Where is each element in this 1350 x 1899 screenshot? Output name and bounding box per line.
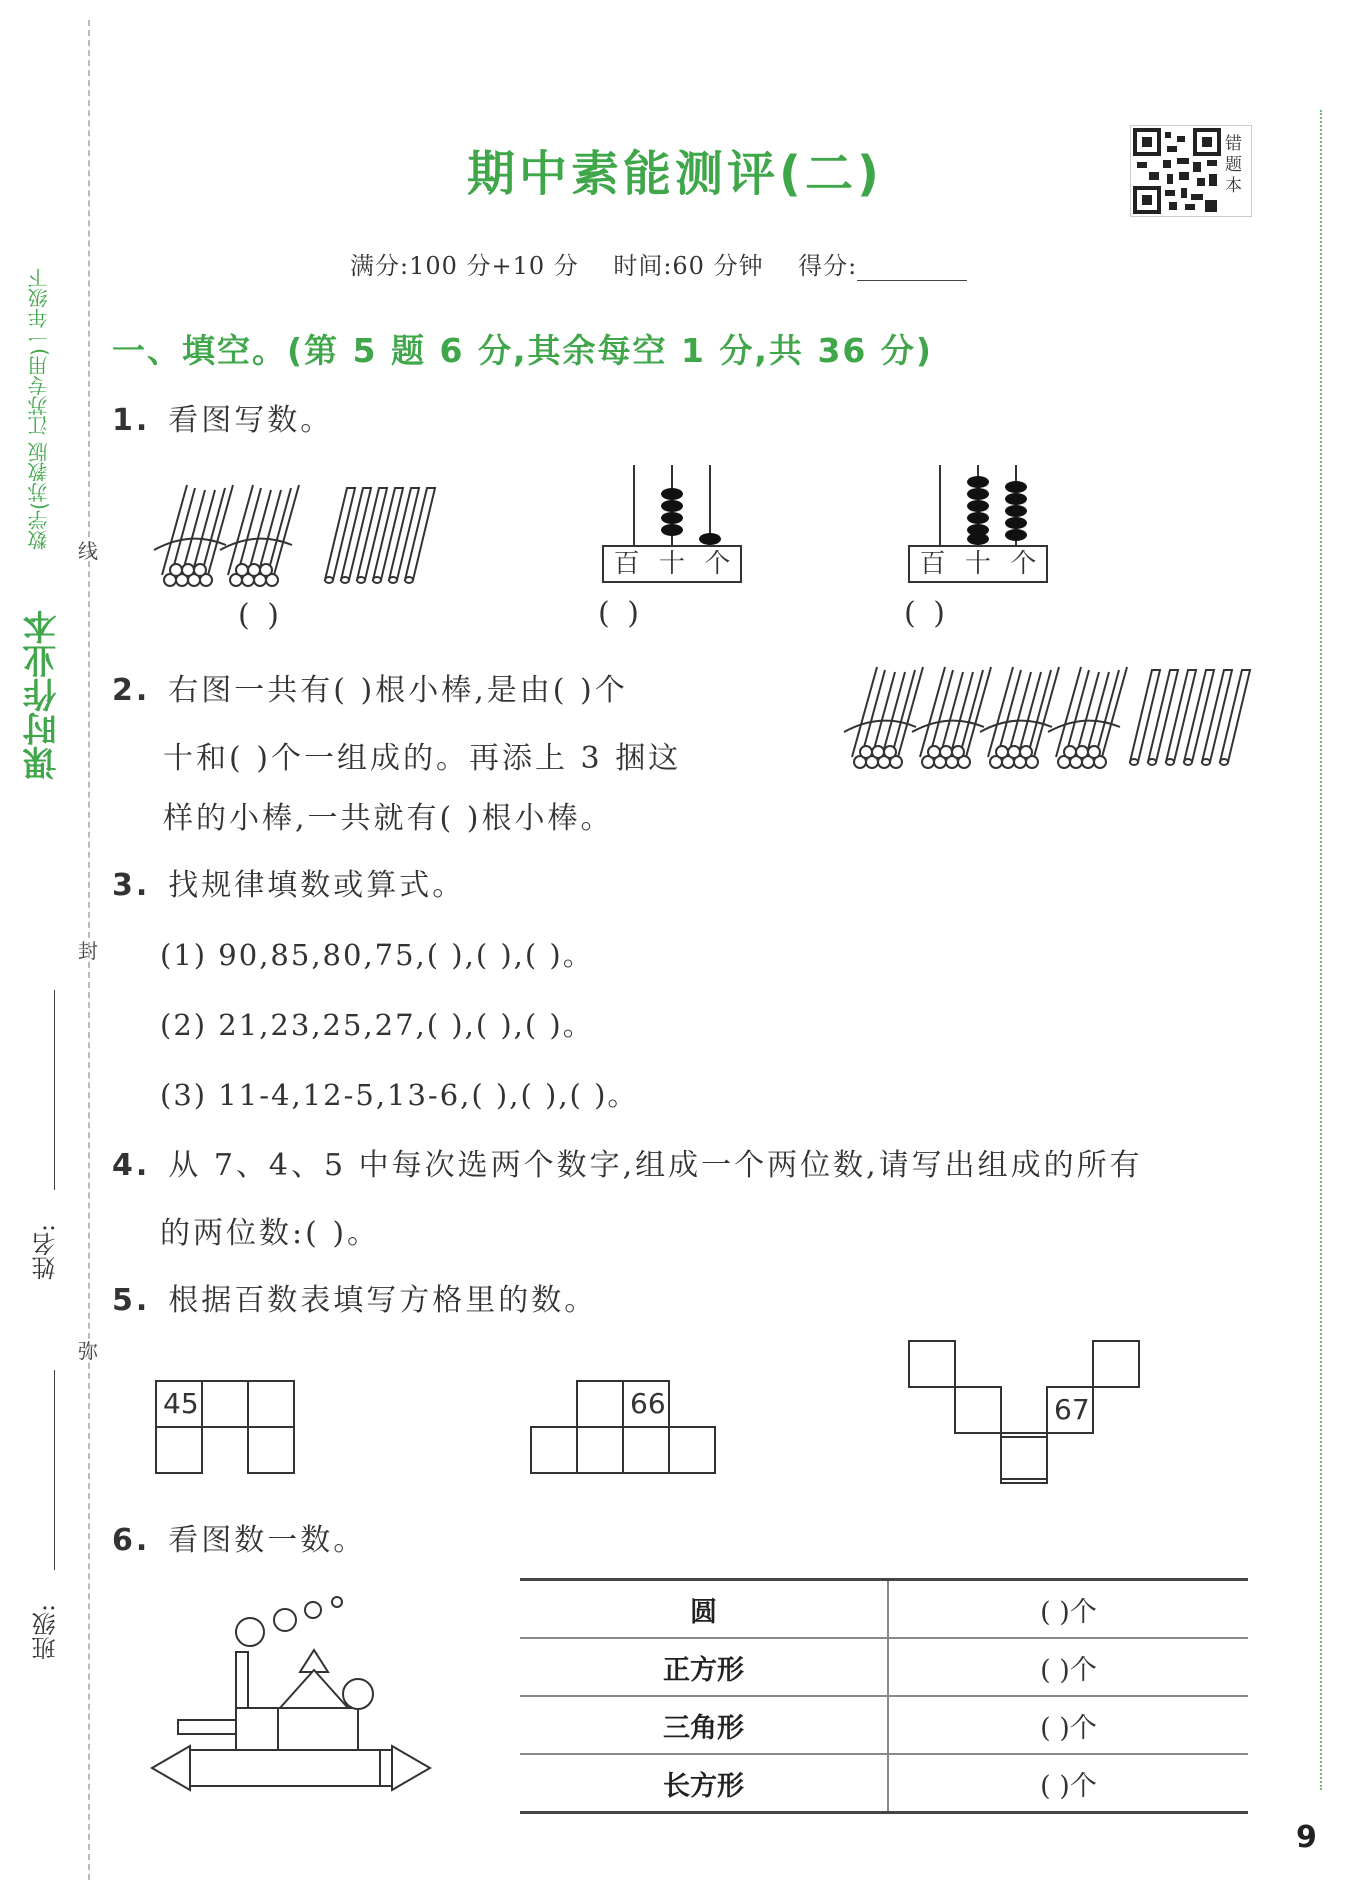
q2-text-1: 右图一共有( )根小棒,是由( )个 xyxy=(168,673,628,708)
q6-text: 看图数一数。 xyxy=(168,1523,367,1558)
q5-number: 5. xyxy=(112,1283,151,1318)
q4-text-1: 从 7、4、5 中每次选两个数字,组成一个两位数,请写出组成的所有 xyxy=(168,1148,1143,1183)
score-blank[interactable] xyxy=(857,256,967,281)
shape-label: 三角形 xyxy=(520,1696,888,1754)
qr-label: 错题本 xyxy=(1225,134,1242,196)
grid-cell[interactable] xyxy=(576,1426,624,1474)
grid-2 xyxy=(530,1380,730,1480)
shape-label: 正方形 xyxy=(520,1638,888,1696)
q6-train-picture xyxy=(150,1580,440,1800)
q6-count-table xyxy=(520,1578,1248,1814)
q2-number: 2. xyxy=(112,673,151,708)
spine xyxy=(18,220,62,780)
grid-cell[interactable] xyxy=(201,1380,249,1428)
q2-line-3: 样的小棒,一共就有( )根小棒。 xyxy=(163,801,614,836)
q3-sub-3[interactable]: (3) 11-4,12-5,13-6,( ),( ),( )。 xyxy=(160,1078,639,1112)
shape-label: 长方形 xyxy=(520,1754,888,1813)
q3-sub-2[interactable]: (2) 21,23,25,27,( ),( ),( )。 xyxy=(160,1008,594,1042)
side-mi: 弥 xyxy=(78,1339,98,1363)
q2-line-2: 十和( )个一组成的。再添上 3 捆这 xyxy=(163,741,682,776)
single-sticks-icon xyxy=(325,488,435,583)
name-blank[interactable] xyxy=(54,990,55,1190)
abacus-label-tens: 十 xyxy=(964,549,991,579)
grid-cell[interactable] xyxy=(530,1426,578,1474)
q3-text: 找规律填数或算式。 xyxy=(168,868,466,903)
grid-cell[interactable] xyxy=(247,1426,295,1474)
full-score: 满分:100 分+10 分 xyxy=(350,252,579,280)
side-xian: 线 xyxy=(78,539,98,563)
count-answer[interactable]: ( )个 xyxy=(888,1754,1248,1813)
right-border-line xyxy=(1320,110,1322,1790)
abacus-2 xyxy=(908,465,1048,585)
spine-brand: 课时作业本 xyxy=(23,610,63,780)
q4-line-1 xyxy=(112,1140,1143,1184)
page-number: 9 xyxy=(1296,1820,1317,1855)
qr-code-icon xyxy=(1133,128,1221,214)
abacus-1 xyxy=(602,465,742,585)
grid-cell[interactable] xyxy=(622,1426,670,1474)
page-title: 期中素能测评(二) xyxy=(467,146,883,202)
grid-cell[interactable] xyxy=(1092,1340,1140,1388)
side-feng: 封 xyxy=(78,939,98,963)
score-label: 得分: xyxy=(798,252,858,280)
count-answer[interactable]: ( )个 xyxy=(888,1638,1248,1696)
q1-answer-2[interactable]: ( ) xyxy=(598,596,643,631)
grid-cell[interactable] xyxy=(668,1426,716,1474)
abacus-label-ones: 个 xyxy=(1010,549,1037,579)
table-row xyxy=(520,1696,1248,1754)
count-answer[interactable]: ( )个 xyxy=(888,1696,1248,1754)
grid-cell[interactable] xyxy=(155,1426,203,1474)
q1-sticks-picture xyxy=(150,480,460,595)
grid-cell[interactable] xyxy=(908,1340,956,1388)
score-line xyxy=(350,246,967,281)
table-row xyxy=(520,1638,1248,1696)
q1-number: 1. xyxy=(112,403,151,438)
time-limit: 时间:60 分钟 xyxy=(613,252,764,280)
q6-number: 6. xyxy=(112,1523,151,1558)
abacus-label-tens: 十 xyxy=(658,549,685,579)
q3-sub-1[interactable]: (1) 90,85,80,75,( ),( ),( )。 xyxy=(160,938,594,972)
question-1 xyxy=(112,395,333,439)
grid-cell[interactable] xyxy=(247,1380,295,1428)
count-answer[interactable]: ( )个 xyxy=(888,1580,1248,1639)
name-label: 姓名: xyxy=(32,1223,60,1280)
grid-cell[interactable] xyxy=(1000,1436,1048,1484)
abacus-label-ones: 个 xyxy=(704,549,731,579)
q4-number: 4. xyxy=(112,1148,151,1183)
question-3 xyxy=(112,860,465,904)
abacus-label-hundreds: 百 xyxy=(919,549,946,579)
q2-line-1 xyxy=(112,665,628,709)
question-6 xyxy=(112,1515,366,1559)
class-label: 班级: xyxy=(32,1603,60,1660)
question-5 xyxy=(112,1275,597,1319)
grid-1 xyxy=(155,1380,305,1480)
shape-label: 圆 xyxy=(520,1580,888,1639)
qr-code-box[interactable] xyxy=(1130,125,1252,217)
grid-cell-given: 67 xyxy=(1046,1386,1094,1434)
grid-cell-given: 66 xyxy=(622,1380,670,1428)
q1-text: 看图写数。 xyxy=(168,403,334,438)
abacus-label-hundreds: 百 xyxy=(613,549,640,579)
grid-cell-given: 45 xyxy=(155,1380,203,1428)
class-blank[interactable] xyxy=(54,1370,55,1570)
q1-answer-1[interactable]: ( ) xyxy=(238,598,283,633)
section-heading: 一、填空。(第 5 题 6 分,其余每空 1 分,共 36 分) xyxy=(112,331,933,370)
grid-cell[interactable] xyxy=(954,1386,1002,1434)
table-row xyxy=(520,1754,1248,1813)
q1-answer-3[interactable]: ( ) xyxy=(904,596,949,631)
grid-cell[interactable] xyxy=(576,1380,624,1428)
q5-text: 根据百数表填写方格里的数。 xyxy=(168,1283,598,1318)
spine-subject: 数学(苏教版 江苏专用)一年级下 xyxy=(27,268,51,550)
grid-3 xyxy=(908,1340,1158,1490)
q3-number: 3. xyxy=(112,868,151,903)
stick-bundle-icon xyxy=(154,485,233,586)
table-row xyxy=(520,1580,1248,1639)
q2-sticks-picture xyxy=(840,662,1260,777)
q4-line-2[interactable]: 的两位数:( )。 xyxy=(160,1216,381,1251)
